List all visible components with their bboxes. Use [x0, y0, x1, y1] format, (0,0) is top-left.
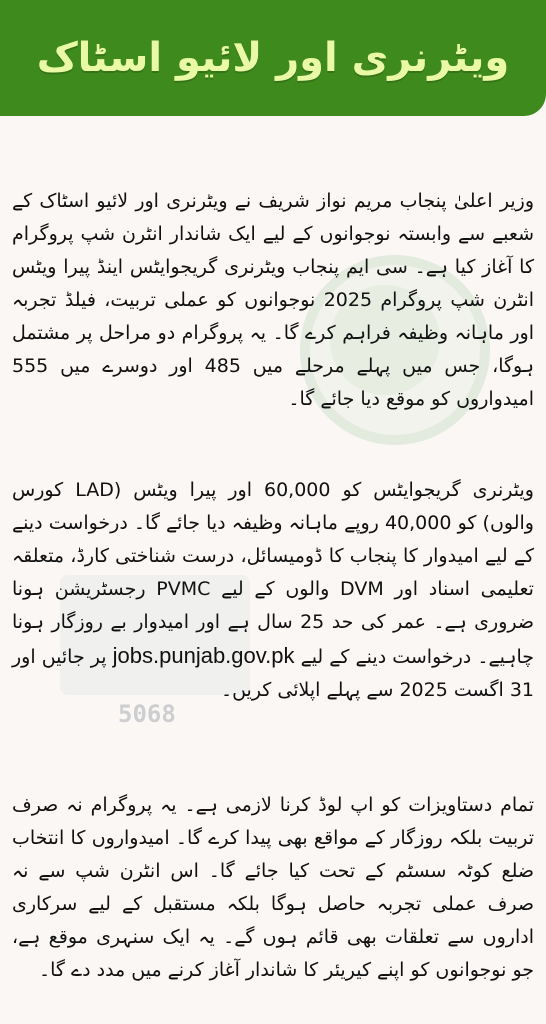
- paragraph-intro: وزیر اعلیٰ پنجاب مریم نواز شریف نے ویٹرنری اور لائیو اسٹاک کے شعبے سے وابستہ نوجوانوں کے لیے ایک شاندار انٹرن شپ پروگرام کا آغاز کیا ہے۔ سی ایم پنجاب ویٹرنری گریجوایٹس اینڈ پیرا ویٹس انٹرن شپ پروگرام 2025 نوجوانوں کو عملی تربیت، فیلڈ تجربہ اور ماہانہ وظیفہ فراہم کرے گا۔ یہ پروگرام دو مراحل پر مشتمل ہوگا، جس میں پہلے مرحلے میں 485 اور دوسرے میں 555 امیدواروں کو موقع دیا جائے گا۔: [12, 190, 535, 410]
- title-banner: [0, 0, 546, 116]
- page-title: ویٹرنری اور لائیو اسٹاک: [36, 35, 510, 81]
- jobs-portal-link[interactable]: jobs.punjab.gov.pk: [112, 643, 295, 668]
- eligibility-text: ویٹرنری گریجوایٹس کو 60,000 اور پیرا ویٹس (LAD کورس والوں) کو 40,000 روپے ماہانہ وظیفہ دیا جائے گا۔ درخواست دینے کے لیے امیدوار کا پنجاب کا ڈومیسائل، درست شناختی کارڈ، متعلقہ تعلیمی اسناد اور DVM والوں کے لیے PVMC رجسٹریشن ہونا ضروری ہے۔ عمر کی حد 25 سال ہے اور امیدوار بے روزگار ہونا چاہیے۔ درخواست دینے کے لیے: [12, 479, 535, 668]
- card-number-watermark: 5068: [118, 700, 176, 728]
- paragraph-benefits: تمام دستاویزات کو اپ لوڈ کرنا لازمی ہے۔ یہ پروگرام نہ صرف تربیت بلکہ روزگار کے مواقع بھی پیدا کرے گا۔ امیدواروں کا انتخاب ضلع کوٹہ سسٹم کے تحت کیا جائے گا۔ اس انٹرن شپ سے نہ صرف عملی تجربہ حاصل ہوگا بلکہ مستقبل کے لیے سرکاری اداروں سے تعلقات بھی قائم ہوں گے۔ یہ ایک سنہری موقع ہے، جو نوجوانوں کو اپنے کیریئر کا شاندار آغاز کرنے میں مدد دے گا۔: [12, 794, 534, 981]
- paragraph-eligibility: [12, 474, 534, 707]
- deadline-text: پر جائیں اور 31 اگست 2025 سے پہلے اپلائی کریں۔: [12, 646, 534, 701]
